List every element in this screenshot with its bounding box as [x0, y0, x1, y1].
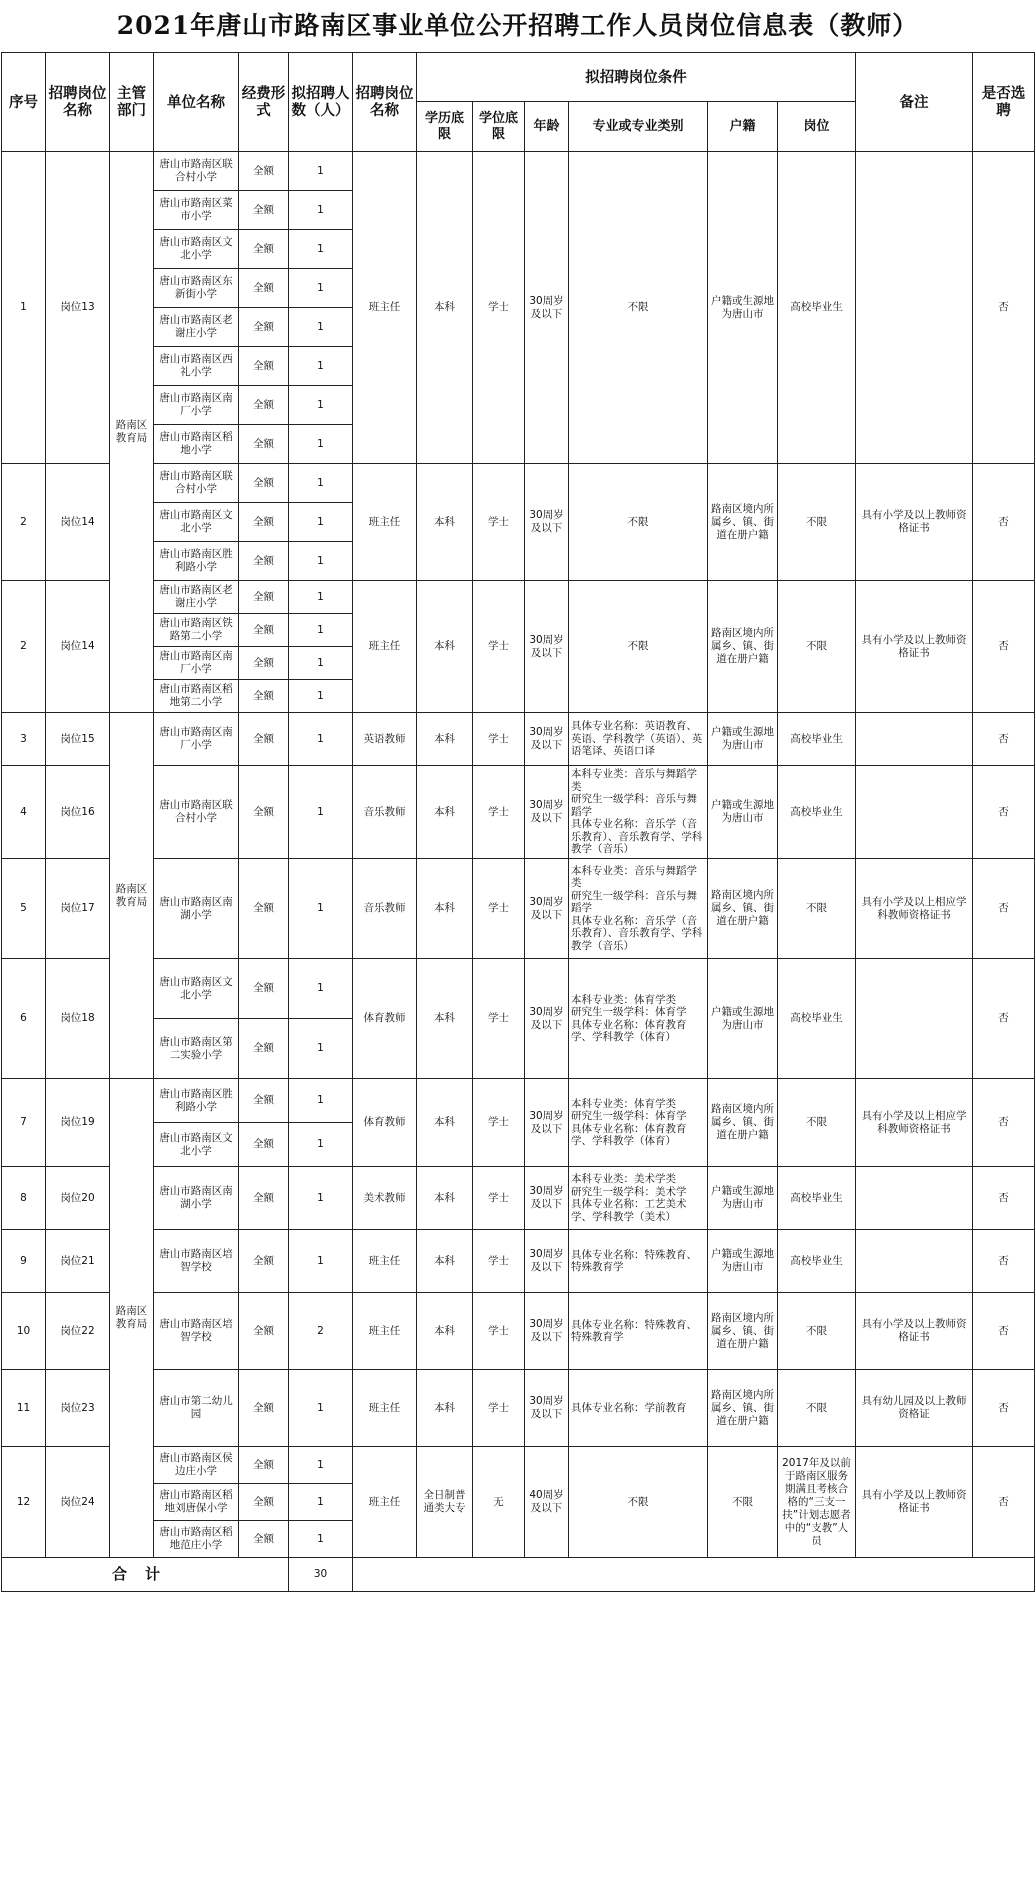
selected-cell: 否 — [973, 713, 1035, 766]
header-remarks: 备注 — [856, 53, 973, 152]
funding-cell: 全额 — [239, 464, 289, 503]
funding-cell: 全额 — [239, 1123, 289, 1167]
header-hukou: 户籍 — [708, 102, 778, 152]
unit-cell: 唐山市路南区侯边庄小学 — [154, 1447, 239, 1484]
funding-cell: 全额 — [239, 425, 289, 464]
table-row — [2, 152, 1035, 191]
unit-cell: 唐山市路南区稻地刘唐保小学 — [154, 1484, 239, 1521]
hukou-cell: 路南区境内所属乡、镇、街道在册户籍 — [708, 1293, 778, 1370]
job-cell: 不限 — [778, 1370, 856, 1447]
remarks-cell — [856, 713, 973, 766]
education-cell: 本科 — [417, 1293, 473, 1370]
education-cell: 本科 — [417, 464, 473, 581]
department-cell: 路南区教育局 — [110, 152, 154, 713]
unit-cell: 唐山市路南区第二实验小学 — [154, 1019, 239, 1079]
remarks-cell — [856, 766, 973, 859]
major-cell: 具体专业名称：特殊教育、特殊教育学 — [569, 1230, 708, 1293]
count-cell: 1 — [289, 1484, 353, 1521]
position-cell: 体育教师 — [353, 959, 417, 1079]
job-cell: 高校毕业生 — [778, 766, 856, 859]
hukou-cell: 路南区境内所属乡、镇、街道在册户籍 — [708, 581, 778, 713]
funding-cell: 全额 — [239, 1293, 289, 1370]
count-cell: 1 — [289, 269, 353, 308]
education-cell: 全日制普通类大专 — [417, 1447, 473, 1558]
unit-cell: 唐山市路南区培智学校 — [154, 1230, 239, 1293]
funding-cell: 全额 — [239, 1521, 289, 1558]
hukou-cell: 路南区境内所属乡、镇、街道在册户籍 — [708, 1370, 778, 1447]
count-cell: 2 — [289, 1293, 353, 1370]
funding-cell: 全额 — [239, 230, 289, 269]
count-cell: 1 — [289, 230, 353, 269]
major-cell: 本科专业类：体育学类 研究生一级学科：体育学 具体专业名称：体育教育学、学科教学（体育） — [569, 1079, 708, 1167]
unit-cell: 唐山市路南区菜市小学 — [154, 191, 239, 230]
hukou-cell: 路南区境内所属乡、镇、街道在册户籍 — [708, 464, 778, 581]
age-cell: 30周岁及以下 — [525, 1370, 569, 1447]
post-cell: 岗位21 — [46, 1230, 110, 1293]
unit-cell: 唐山市路南区老谢庄小学 — [154, 308, 239, 347]
position-cell: 班主任 — [353, 464, 417, 581]
position-cell: 班主任 — [353, 1447, 417, 1558]
unit-cell: 唐山市路南区南厂小学 — [154, 386, 239, 425]
post-cell: 岗位20 — [46, 1167, 110, 1230]
unit-cell: 唐山市路南区胜利路小学 — [154, 1079, 239, 1123]
total-count: 30 — [289, 1558, 353, 1592]
seq-cell: 3 — [2, 713, 46, 766]
count-cell: 1 — [289, 1447, 353, 1484]
remarks-cell — [856, 152, 973, 464]
selected-cell: 否 — [973, 152, 1035, 464]
table-row — [2, 1167, 1035, 1230]
unit-cell: 唐山市路南区铁路第二小学 — [154, 614, 239, 647]
education-cell: 本科 — [417, 1230, 473, 1293]
funding-cell: 全额 — [239, 766, 289, 859]
funding-cell: 全额 — [239, 713, 289, 766]
count-cell: 1 — [289, 1079, 353, 1123]
position-cell: 美术教师 — [353, 1167, 417, 1230]
seq-cell: 6 — [2, 959, 46, 1079]
major-cell: 本科专业类：音乐与舞蹈学类 研究生一级学科：音乐与舞蹈学 具体专业名称：音乐学（音乐教育）、音乐教育学、学科教学（音乐） — [569, 766, 708, 859]
major-cell: 本科专业类：音乐与舞蹈学类 研究生一级学科：音乐与舞蹈学 具体专业名称：音乐学（音乐教育）、音乐教育学、学科教学（音乐） — [569, 859, 708, 959]
count-cell: 1 — [289, 581, 353, 614]
table-row — [2, 959, 1035, 1019]
count-cell: 1 — [289, 1123, 353, 1167]
funding-cell: 全额 — [239, 1019, 289, 1079]
remarks-cell: 具有小学及以上教师资格证书 — [856, 1293, 973, 1370]
funding-cell: 全额 — [239, 503, 289, 542]
hukou-cell: 路南区境内所属乡、镇、街道在册户籍 — [708, 859, 778, 959]
hukou-cell: 户籍或生源地为唐山市 — [708, 152, 778, 464]
position-cell: 班主任 — [353, 1293, 417, 1370]
job-cell: 高校毕业生 — [778, 1230, 856, 1293]
funding-cell: 全额 — [239, 680, 289, 713]
count-cell: 1 — [289, 503, 353, 542]
funding-cell: 全额 — [239, 1079, 289, 1123]
post-cell: 岗位19 — [46, 1079, 110, 1167]
remarks-cell — [856, 1230, 973, 1293]
position-cell: 体育教师 — [353, 1079, 417, 1167]
count-cell: 1 — [289, 386, 353, 425]
hukou-cell: 户籍或生源地为唐山市 — [708, 1230, 778, 1293]
table-row — [2, 713, 1035, 766]
job-cell: 2017年及以前于路南区服务期满且考核合格的“三支一扶”计划志愿者中的“支教”人员 — [778, 1447, 856, 1558]
count-cell: 1 — [289, 347, 353, 386]
job-cell: 高校毕业生 — [778, 959, 856, 1079]
degree-cell: 学士 — [473, 713, 525, 766]
degree-cell: 学士 — [473, 581, 525, 713]
funding-cell: 全额 — [239, 581, 289, 614]
seq-cell: 12 — [2, 1447, 46, 1558]
degree-cell: 学士 — [473, 766, 525, 859]
post-cell: 岗位17 — [46, 859, 110, 959]
header-seq: 序号 — [2, 53, 46, 152]
degree-cell: 学士 — [473, 1230, 525, 1293]
seq-cell: 2 — [2, 581, 46, 713]
unit-cell: 唐山市路南区南厂小学 — [154, 713, 239, 766]
count-cell: 1 — [289, 713, 353, 766]
selected-cell: 否 — [973, 1079, 1035, 1167]
header-department: 主管部门 — [110, 53, 154, 152]
post-cell: 岗位22 — [46, 1293, 110, 1370]
unit-cell: 唐山市路南区稻地范庄小学 — [154, 1521, 239, 1558]
unit-cell: 唐山市路南区胜利路小学 — [154, 542, 239, 581]
remarks-cell: 具有小学及以上教师资格证书 — [856, 1447, 973, 1558]
education-cell: 本科 — [417, 959, 473, 1079]
table-row — [2, 766, 1035, 859]
post-cell: 岗位16 — [46, 766, 110, 859]
count-cell: 1 — [289, 680, 353, 713]
funding-cell: 全额 — [239, 542, 289, 581]
recruitment-table — [1, 52, 1035, 1592]
age-cell: 30周岁及以下 — [525, 1293, 569, 1370]
table-row — [2, 1447, 1035, 1484]
unit-cell: 唐山市路南区联合村小学 — [154, 766, 239, 859]
age-cell: 30周岁及以下 — [525, 766, 569, 859]
funding-cell: 全额 — [239, 1370, 289, 1447]
count-cell: 1 — [289, 425, 353, 464]
table-row — [2, 1370, 1035, 1447]
job-cell: 高校毕业生 — [778, 713, 856, 766]
funding-cell: 全额 — [239, 347, 289, 386]
major-cell: 具体专业名称：学前教育 — [569, 1370, 708, 1447]
degree-cell: 学士 — [473, 959, 525, 1079]
hukou-cell: 户籍或生源地为唐山市 — [708, 1167, 778, 1230]
count-cell: 1 — [289, 542, 353, 581]
job-cell: 高校毕业生 — [778, 152, 856, 464]
education-cell: 本科 — [417, 1167, 473, 1230]
degree-cell: 学士 — [473, 859, 525, 959]
remarks-cell: 具有小学及以上相应学科教师资格证书 — [856, 1079, 973, 1167]
seq-cell: 1 — [2, 152, 46, 464]
total-empty — [353, 1558, 1035, 1592]
position-cell: 班主任 — [353, 581, 417, 713]
age-cell: 30周岁及以下 — [525, 1079, 569, 1167]
unit-cell: 唐山市路南区南湖小学 — [154, 1167, 239, 1230]
count-cell: 1 — [289, 1521, 353, 1558]
table-row — [2, 581, 1035, 614]
hukou-cell: 户籍或生源地为唐山市 — [708, 959, 778, 1079]
degree-cell: 学士 — [473, 152, 525, 464]
degree-cell: 学士 — [473, 464, 525, 581]
age-cell: 30周岁及以下 — [525, 581, 569, 713]
post-cell: 岗位18 — [46, 959, 110, 1079]
unit-cell: 唐山市路南区文北小学 — [154, 959, 239, 1019]
selected-cell: 否 — [973, 1293, 1035, 1370]
degree-cell: 学士 — [473, 1370, 525, 1447]
age-cell: 30周岁及以下 — [525, 859, 569, 959]
total-label: 合计 — [2, 1558, 289, 1592]
age-cell: 30周岁及以下 — [525, 152, 569, 464]
count-cell: 1 — [289, 614, 353, 647]
unit-cell: 唐山市路南区老谢庄小学 — [154, 581, 239, 614]
hukou-cell: 户籍或生源地为唐山市 — [708, 713, 778, 766]
page-title: 2021年唐山市路南区事业单位公开招聘工作人员岗位信息表（教师） — [116, 11, 919, 40]
unit-cell: 唐山市路南区联合村小学 — [154, 152, 239, 191]
major-cell: 具体专业名称：英语教育、英语、学科教学（英语）、英语笔译、英语口译 — [569, 713, 708, 766]
position-cell: 音乐教师 — [353, 859, 417, 959]
post-cell: 岗位23 — [46, 1370, 110, 1447]
degree-cell: 无 — [473, 1447, 525, 1558]
table-row — [2, 859, 1035, 959]
selected-cell: 否 — [973, 464, 1035, 581]
unit-cell: 唐山市路南区文北小学 — [154, 1123, 239, 1167]
remarks-cell: 具有小学及以上教师资格证书 — [856, 464, 973, 581]
count-cell: 1 — [289, 1167, 353, 1230]
funding-cell: 全额 — [239, 386, 289, 425]
hukou-cell: 不限 — [708, 1447, 778, 1558]
selected-cell: 否 — [973, 1447, 1035, 1558]
hukou-cell: 路南区境内所属乡、镇、街道在册户籍 — [708, 1079, 778, 1167]
count-cell: 1 — [289, 959, 353, 1019]
unit-cell: 唐山市路南区南厂小学 — [154, 647, 239, 680]
count-cell: 1 — [289, 308, 353, 347]
seq-cell: 11 — [2, 1370, 46, 1447]
job-cell: 高校毕业生 — [778, 1167, 856, 1230]
position-cell: 班主任 — [353, 1230, 417, 1293]
count-cell: 1 — [289, 1370, 353, 1447]
header-education: 学历底限 — [417, 102, 473, 152]
job-cell: 不限 — [778, 1079, 856, 1167]
seq-cell: 7 — [2, 1079, 46, 1167]
funding-cell: 全额 — [239, 859, 289, 959]
unit-cell: 唐山市路南区稻地小学 — [154, 425, 239, 464]
selected-cell: 否 — [973, 959, 1035, 1079]
job-cell: 不限 — [778, 464, 856, 581]
education-cell: 本科 — [417, 766, 473, 859]
seq-cell: 10 — [2, 1293, 46, 1370]
funding-cell: 全额 — [239, 614, 289, 647]
unit-cell: 唐山市路南区培智学校 — [154, 1293, 239, 1370]
unit-cell: 唐山市路南区东新街小学 — [154, 269, 239, 308]
age-cell: 30周岁及以下 — [525, 713, 569, 766]
count-cell: 1 — [289, 1019, 353, 1079]
funding-cell: 全额 — [239, 191, 289, 230]
total-row — [2, 1558, 1035, 1592]
education-cell: 本科 — [417, 1079, 473, 1167]
degree-cell: 学士 — [473, 1167, 525, 1230]
header-degree: 学位底限 — [473, 102, 525, 152]
selected-cell: 否 — [973, 1167, 1035, 1230]
funding-cell: 全额 — [239, 152, 289, 191]
count-cell: 1 — [289, 766, 353, 859]
education-cell: 本科 — [417, 152, 473, 464]
header-unit: 单位名称 — [154, 53, 239, 152]
table-row — [2, 1230, 1035, 1293]
funding-cell: 全额 — [239, 308, 289, 347]
count-cell: 1 — [289, 191, 353, 230]
remarks-cell — [856, 959, 973, 1079]
degree-cell: 学士 — [473, 1079, 525, 1167]
header-selected: 是否选聘 — [973, 53, 1035, 152]
post-cell: 岗位24 — [46, 1447, 110, 1558]
major-cell: 本科专业类：美术学类 研究生一级学科：美术学 具体专业名称：工艺美术学、学科教学（美术） — [569, 1167, 708, 1230]
funding-cell: 全额 — [239, 1230, 289, 1293]
post-cell: 岗位14 — [46, 581, 110, 713]
unit-cell: 唐山市路南区文北小学 — [154, 230, 239, 269]
seq-cell: 9 — [2, 1230, 46, 1293]
funding-cell: 全额 — [239, 269, 289, 308]
unit-cell: 唐山市第二幼儿园 — [154, 1370, 239, 1447]
degree-cell: 学士 — [473, 1293, 525, 1370]
header-position: 招聘岗位名称 — [353, 53, 417, 152]
position-cell: 英语教师 — [353, 713, 417, 766]
hukou-cell: 户籍或生源地为唐山市 — [708, 766, 778, 859]
count-cell: 1 — [289, 647, 353, 680]
education-cell: 本科 — [417, 581, 473, 713]
department-cell: 路南区教育局 — [110, 713, 154, 1079]
major-cell: 本科专业类：体育学类 研究生一级学科：体育学 具体专业名称：体育教育学、学科教学（体育） — [569, 959, 708, 1079]
post-cell: 岗位13 — [46, 152, 110, 464]
major-cell: 不限 — [569, 1447, 708, 1558]
unit-cell: 唐山市路南区南湖小学 — [154, 859, 239, 959]
position-cell: 班主任 — [353, 152, 417, 464]
selected-cell: 否 — [973, 859, 1035, 959]
header-age: 年龄 — [525, 102, 569, 152]
age-cell: 30周岁及以下 — [525, 464, 569, 581]
post-cell: 岗位14 — [46, 464, 110, 581]
age-cell: 40周岁及以下 — [525, 1447, 569, 1558]
job-cell: 不限 — [778, 859, 856, 959]
funding-cell: 全额 — [239, 1167, 289, 1230]
age-cell: 30周岁及以下 — [525, 1167, 569, 1230]
header-major: 专业或专业类别 — [569, 102, 708, 152]
major-cell: 具体专业名称：特殊教育、特殊教育学 — [569, 1293, 708, 1370]
funding-cell: 全额 — [239, 1447, 289, 1484]
table-row — [2, 464, 1035, 503]
selected-cell: 否 — [973, 766, 1035, 859]
unit-cell: 唐山市路南区稻地第二小学 — [154, 680, 239, 713]
position-cell: 音乐教师 — [353, 766, 417, 859]
header-count: 拟招聘人数（人） — [289, 53, 353, 152]
funding-cell: 全额 — [239, 1484, 289, 1521]
seq-cell: 5 — [2, 859, 46, 959]
remarks-cell — [856, 1167, 973, 1230]
header-job: 岗位 — [778, 102, 856, 152]
funding-cell: 全额 — [239, 647, 289, 680]
header-conditions: 拟招聘岗位条件 — [417, 53, 856, 102]
major-cell: 不限 — [569, 581, 708, 713]
education-cell: 本科 — [417, 1370, 473, 1447]
major-cell: 不限 — [569, 464, 708, 581]
count-cell: 1 — [289, 152, 353, 191]
education-cell: 本科 — [417, 859, 473, 959]
remarks-cell: 具有小学及以上相应学科教师资格证书 — [856, 859, 973, 959]
selected-cell: 否 — [973, 1230, 1035, 1293]
seq-cell: 2 — [2, 464, 46, 581]
header-funding: 经费形式 — [239, 53, 289, 152]
unit-cell: 唐山市路南区文北小学 — [154, 503, 239, 542]
seq-cell: 4 — [2, 766, 46, 859]
count-cell: 1 — [289, 859, 353, 959]
age-cell: 30周岁及以下 — [525, 1230, 569, 1293]
unit-cell: 唐山市路南区西礼小学 — [154, 347, 239, 386]
remarks-cell: 具有小学及以上教师资格证书 — [856, 581, 973, 713]
seq-cell: 8 — [2, 1167, 46, 1230]
count-cell: 1 — [289, 464, 353, 503]
job-cell: 不限 — [778, 1293, 856, 1370]
count-cell: 1 — [289, 1230, 353, 1293]
header-post-name: 招聘岗位名称 — [46, 53, 110, 152]
post-cell: 岗位15 — [46, 713, 110, 766]
selected-cell: 否 — [973, 1370, 1035, 1447]
funding-cell: 全额 — [239, 959, 289, 1019]
major-cell: 不限 — [569, 152, 708, 464]
selected-cell: 否 — [973, 581, 1035, 713]
unit-cell: 唐山市路南区联合村小学 — [154, 464, 239, 503]
education-cell: 本科 — [417, 713, 473, 766]
job-cell: 不限 — [778, 581, 856, 713]
table-row — [2, 1079, 1035, 1123]
department-cell: 路南区教育局 — [110, 1079, 154, 1558]
remarks-cell: 具有幼儿园及以上教师资格证 — [856, 1370, 973, 1447]
table-row — [2, 1293, 1035, 1370]
age-cell: 30周岁及以下 — [525, 959, 569, 1079]
position-cell: 班主任 — [353, 1370, 417, 1447]
